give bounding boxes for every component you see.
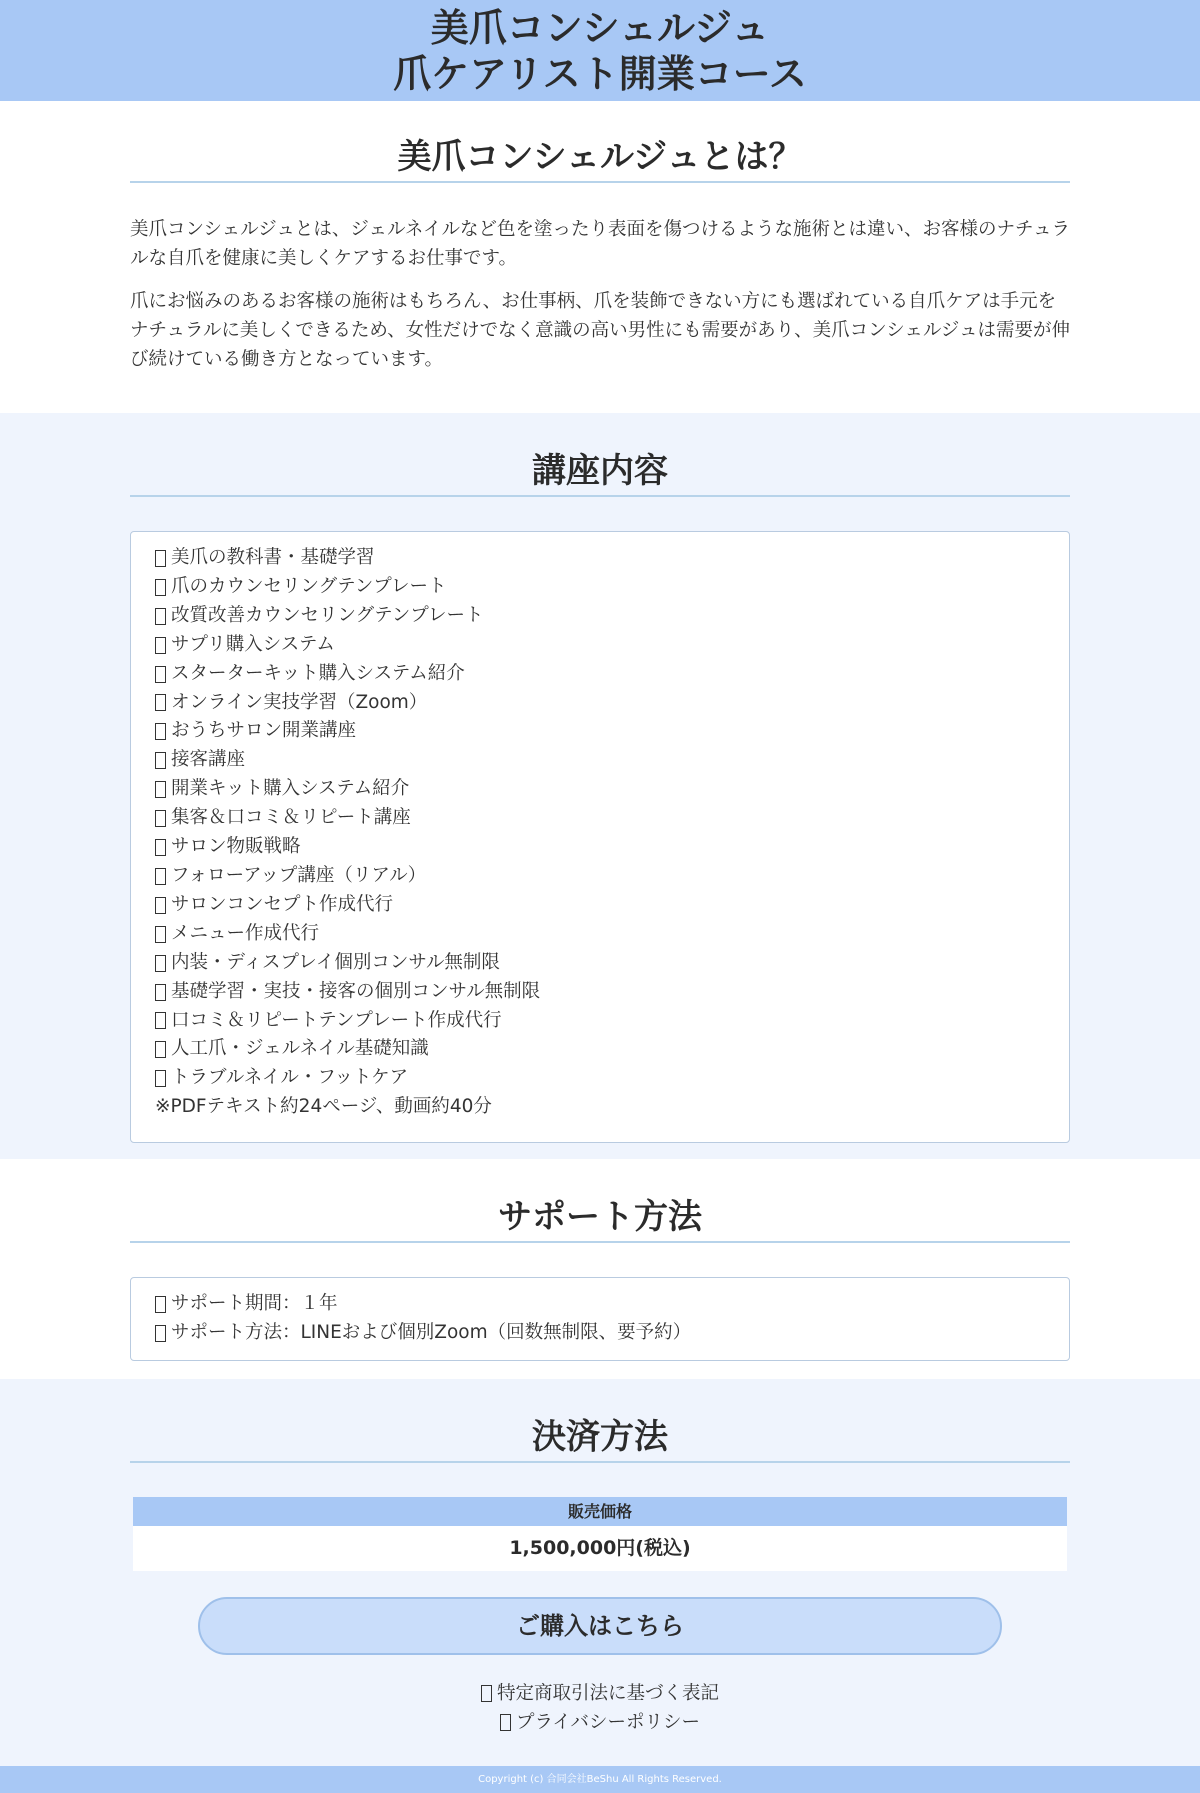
list-item-label: スターターキット購入システム紹介 xyxy=(171,662,465,684)
list-item xyxy=(155,573,1045,602)
list-item-label: メニュー作成代行 xyxy=(171,922,320,944)
list-item xyxy=(155,717,1045,746)
checkbox-icon xyxy=(155,868,166,885)
checkbox-icon xyxy=(155,810,166,827)
list-item-label: サロン物販戦略 xyxy=(171,836,301,858)
checkbox-icon xyxy=(155,1296,166,1313)
about-section xyxy=(0,101,1200,413)
course-note: ※PDFテキスト約24ページ、動画約40分 xyxy=(155,1096,492,1118)
checkbox-icon xyxy=(155,984,166,1001)
checkbox-icon xyxy=(155,1325,166,1342)
list-item xyxy=(155,660,1045,689)
list-item xyxy=(155,920,1045,949)
price-table xyxy=(133,1497,1067,1571)
about-paragraph-1: 美爪コンシェルジュとは、ジェルネイルなど色を塗ったり表面を傷つけるような施術とは違い、お客様のナチュラルな自爪を健康に美しくケアするお仕事です。 xyxy=(130,219,1070,269)
list-item-label: 内装・ディスプレイ個別コンサル無制限 xyxy=(171,951,500,973)
support-title: サポート方法 xyxy=(130,1195,1070,1243)
checkbox-icon xyxy=(155,666,166,683)
list-item xyxy=(155,631,1045,660)
copyright-text: Copyright (c) 合同会社BeShu All Rights Reserved. xyxy=(478,1774,722,1785)
list-item-label: サプリ購入システム xyxy=(171,633,335,655)
list-item-label: オンライン実技学習（Zoom） xyxy=(171,691,428,713)
list-item-label: サポート方法：LINEおよび個別Zoom（回数無制限、要予約） xyxy=(171,1321,692,1343)
price-value: 1,500,000円(税込) xyxy=(133,1526,1067,1571)
course-section xyxy=(0,413,1200,1159)
checkbox-icon xyxy=(155,955,166,972)
list-item-label: 基礎学習・実技・接客の個別コンサル無制限 xyxy=(171,980,541,1002)
list-item-label: トラブルネイル・フットケア xyxy=(171,1067,409,1089)
checkbox-icon xyxy=(155,637,166,654)
legal-notice-link[interactable] xyxy=(130,1679,1070,1708)
list-item xyxy=(155,949,1045,978)
support-section xyxy=(0,1159,1200,1379)
list-item xyxy=(155,833,1045,862)
about-paragraph-2: 爪にお悩みのあるお客様の施術はもちろん、お仕事柄、爪を装飾できない方にも選ばれている自爪ケアは手元をナチュラルに美しくできるため、女性だけでなく意識の高い男性にも需要があり、美爪コンシェルジュは需要が伸び続けている働き方となっています。 xyxy=(130,291,1070,370)
list-item xyxy=(155,1064,1045,1093)
checkbox-icon xyxy=(155,1070,166,1087)
link-icon xyxy=(481,1685,492,1702)
checkbox-icon xyxy=(155,752,166,769)
payment-title: 決済方法 xyxy=(130,1415,1070,1463)
list-item-label: 開業キット購入システム紹介 xyxy=(171,778,410,800)
checkbox-icon xyxy=(155,781,166,798)
list-item-label: サロンコンセプト作成代行 xyxy=(171,893,394,915)
list-item xyxy=(155,891,1045,920)
privacy-policy-label: プライバシーポリシー xyxy=(515,1712,701,1733)
checkbox-icon xyxy=(155,897,166,914)
price-label: 販売価格 xyxy=(133,1497,1067,1526)
list-item xyxy=(155,1319,1045,1348)
list-item xyxy=(155,689,1045,718)
checkbox-icon xyxy=(155,1012,166,1029)
list-item-label: 美爪の教科書・基礎学習 xyxy=(171,547,375,568)
list-item xyxy=(155,544,1045,573)
course-title: 講座内容 xyxy=(130,449,1070,497)
checkbox-icon xyxy=(155,579,166,596)
checkbox-icon xyxy=(155,839,166,856)
list-item-label: 改質改善カウンセリングテンプレート xyxy=(171,604,484,626)
payment-section xyxy=(0,1379,1200,1767)
support-list-box xyxy=(130,1277,1070,1361)
course-list-box xyxy=(130,531,1070,1143)
list-item xyxy=(155,978,1045,1007)
page-header xyxy=(0,0,1200,101)
page-title-line1: 美爪コンシェルジュ xyxy=(430,5,770,50)
list-item xyxy=(155,1035,1045,1064)
checkbox-icon xyxy=(155,926,166,943)
about-title: 美爪コンシェルジュとは？ xyxy=(130,135,1070,183)
list-item-label: 爪のカウンセリングテンプレート xyxy=(171,575,447,597)
list-item-label: 接客講座 xyxy=(171,749,246,771)
list-item xyxy=(155,862,1045,891)
list-item xyxy=(155,602,1045,631)
checkbox-icon xyxy=(155,723,166,740)
list-item xyxy=(155,1007,1045,1036)
checkbox-icon xyxy=(155,608,166,625)
list-item-label: 集客＆口コミ＆リピート講座 xyxy=(171,807,411,829)
list-item-label: 人工爪・ジェルネイル基礎知識 xyxy=(171,1038,429,1060)
list-item-label: フォローアップ講座（リアル） xyxy=(171,864,427,886)
legal-notice-label: 特定商取引法に基づく表記 xyxy=(496,1683,719,1704)
buy-button[interactable]: ご購入はこちら xyxy=(198,1597,1002,1655)
list-item-label: 口コミ＆リピートテンプレート作成代行 xyxy=(171,1009,502,1031)
list-item xyxy=(155,775,1045,804)
list-item-label: おうちサロン開業講座 xyxy=(171,720,357,742)
list-item xyxy=(155,1290,1045,1319)
list-item-label: サポート期間：１年 xyxy=(171,1293,338,1314)
list-item xyxy=(155,746,1045,775)
privacy-policy-link[interactable] xyxy=(130,1708,1070,1737)
page-footer xyxy=(0,1766,1200,1793)
list-item xyxy=(155,804,1045,833)
checkbox-icon xyxy=(155,1041,166,1058)
link-icon xyxy=(500,1714,511,1731)
page-title-line2: 爪ケアリスト開業コース xyxy=(393,51,807,96)
footer-links xyxy=(130,1679,1070,1737)
checkbox-icon xyxy=(155,550,166,567)
checkbox-icon xyxy=(155,694,166,711)
